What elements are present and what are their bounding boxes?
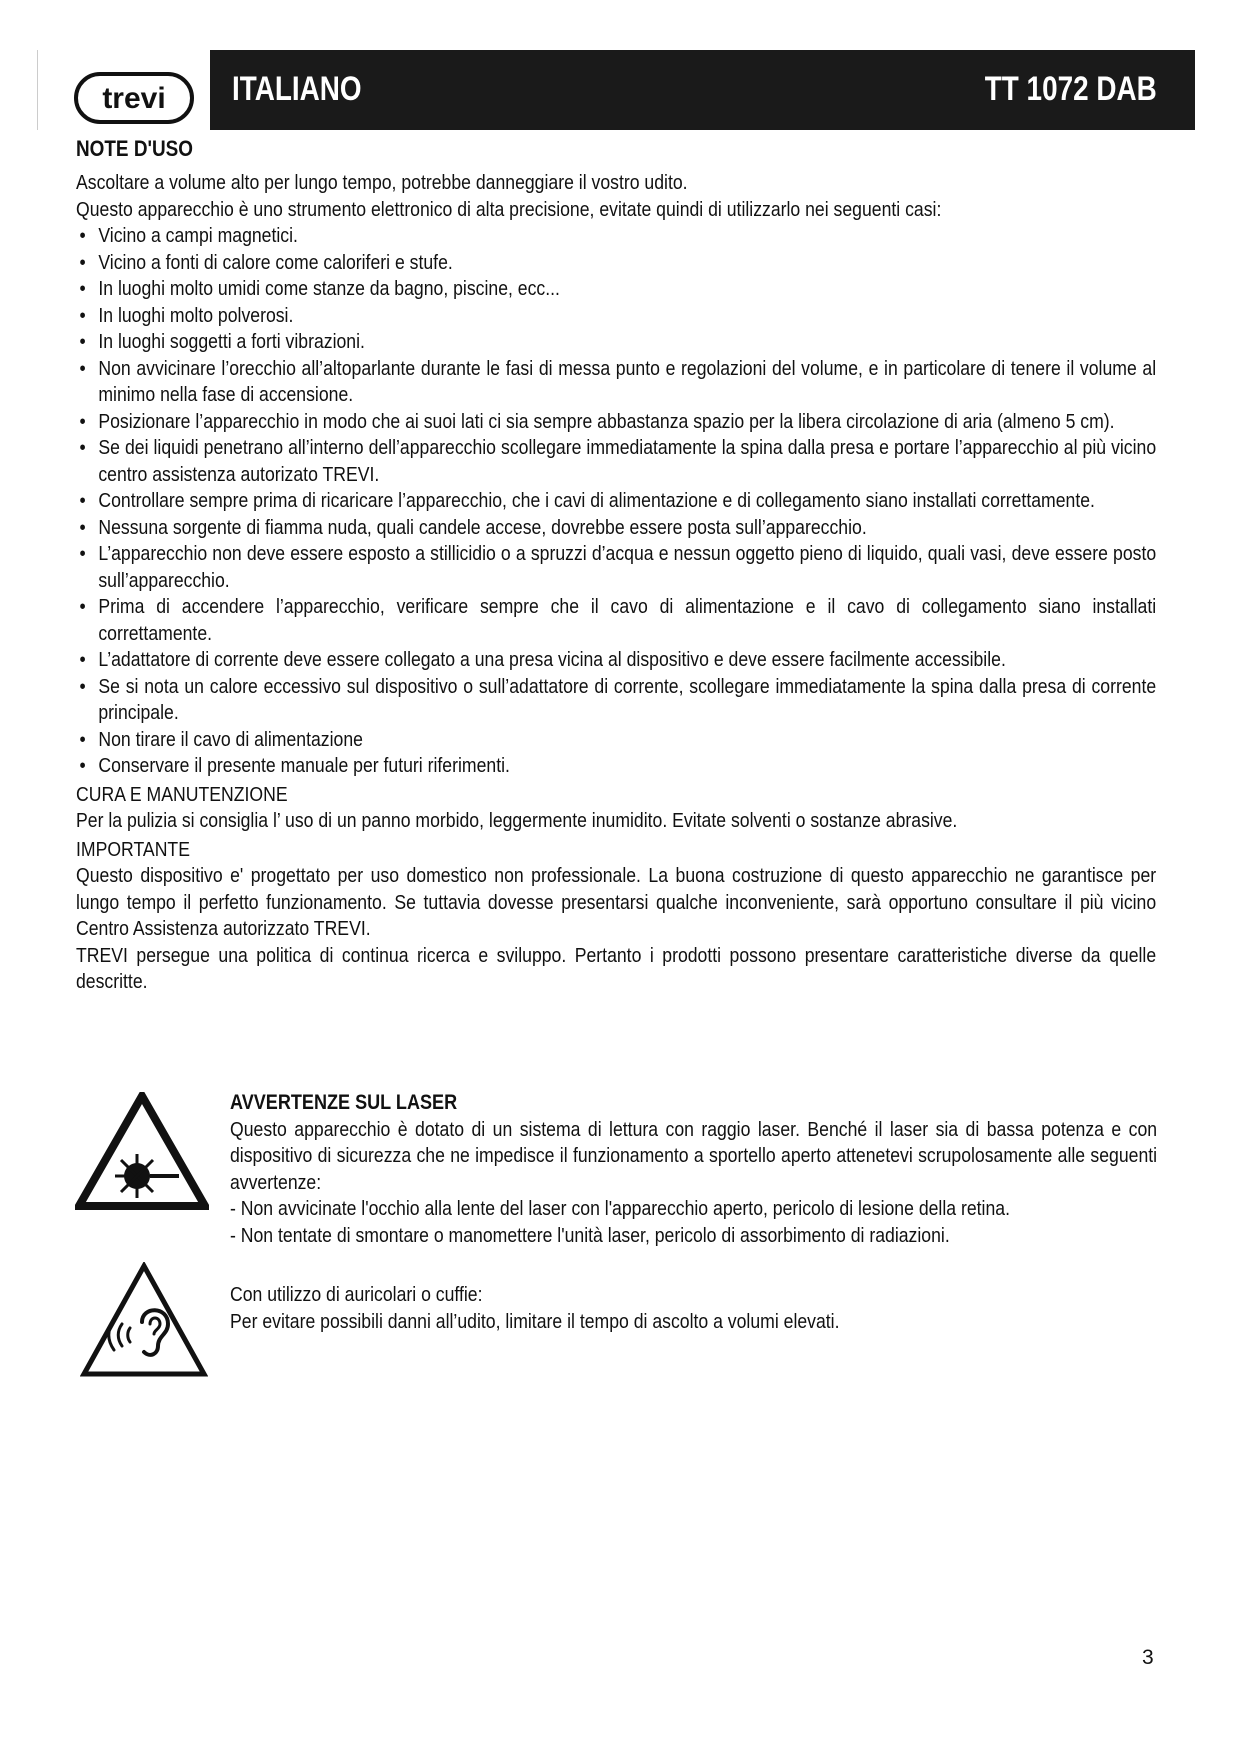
logo-text: trevi <box>102 82 166 115</box>
language-label: ITALIANO <box>232 70 362 108</box>
list-item: • Se si nota un calore eccessivo sul dispositivo o sull’adattatore di corrente, scollegare immediatamente la spina dalla presa di corrente principale. <box>79 674 1157 724</box>
list-item: • Vicino a fonti di calore come caloriferi e stufe. <box>79 250 453 274</box>
list-item: • Se dei liquidi penetrano all’interno dell’apparecchio scollegare immediatamente la spina dalla presa e portare l’apparecchio al più vicino centro assistenza autorizato TREVI. <box>79 436 1157 486</box>
list-item: • Controllare sempre prima di ricaricare l’apparecchio, che i cavi di alimentazione e di collegamento siano installati correttamente. <box>79 489 1095 512</box>
bullet-list <box>76 223 1156 780</box>
importante-text-1: Questo dispositivo e' progettato per uso domestico non professionale. La buona costruzione di questo apparecchio ne garantisce per lungo tempo il perfetto funzionamento. Se tuttavia dovesse presentarsi qualche inconveniente, sarà opportuno consultare il più vicino Centro Assistenza autorizzato TREVI. <box>76 864 1157 940</box>
hearing-line-2: Per evitare possibili danni all’udito, limitare il tempo di ascolto a volumi elevati. <box>230 1309 840 1333</box>
intro-line-1: Ascoltare a volume alto per lungo tempo, potrebbe danneggiare il vostro udito. <box>76 171 688 194</box>
list-item: • Non tirare il cavo di alimentazione <box>79 727 363 751</box>
cura-title: CURA E MANUTENZIONE <box>76 782 288 806</box>
laser-text: Questo apparecchio è dotato di un sistema di lettura con raggio laser. Benché il laser sia di bassa potenza e con dispositivo di sicurezza che ne impedisce il funzionamento a sportello aperto attenetevi scrupolosamente alle seguenti avvertenze: <box>230 1117 1158 1194</box>
importante-title: IMPORTANTE <box>76 837 190 861</box>
list-item: • Posizionare l’apparecchio in modo che ai suoi lati ci sia sempre abbastanza spazio per la libera circolazione di aria (almeno 5 cm). <box>79 409 1115 433</box>
list-item: • Vicino a campi magnetici. <box>79 224 298 247</box>
hearing-warning-icon <box>80 1262 208 1378</box>
laser-section <box>230 1090 1241 1249</box>
list-item: • In luoghi molto polverosi. <box>79 303 294 327</box>
intro-line-2: Questo apparecchio è uno strumento elettronico di alta precisione, evitate quindi di utilizzarlo nei seguenti casi: <box>76 197 942 221</box>
model-label: TT 1072 DAB <box>985 70 1157 108</box>
note-uso-title: NOTE D'USO <box>76 136 193 161</box>
hearing-section <box>230 1282 1241 1335</box>
trevi-logo <box>74 72 194 124</box>
cura-text: Per la pulizia si consiglia l’ uso di un panno morbido, leggermente inumidito. Evitate solventi o sostanze abrasive. <box>76 809 958 832</box>
list-item: • Non avvicinare l’orecchio all’altoparlante durante le fasi di messa punto e regolazioni del volume, e in particolare di tenere il volume al minimo nella fase di accensione. <box>79 356 1157 406</box>
left-divider <box>37 50 38 130</box>
laser-warning-icon <box>75 1092 209 1210</box>
header-bar <box>210 50 1195 130</box>
list-item: • L’apparecchio non deve essere esposto a stillicidio o a spruzzi d’acqua e nessun oggetto pieno di liquido, quali vasi, deve essere posto sull’apparecchio. <box>79 542 1157 592</box>
list-item: • In luoghi molto umidi come stanze da bagno, piscine, ecc... <box>79 277 560 300</box>
laser-warning-1: - Non avvicinate l'occhio alla lente del laser con l'apparecchio aperto, pericolo di lesione della retina. <box>230 1197 1010 1220</box>
list-item: • L’adattatore di corrente deve essere collegato a una presa vicina al dispositivo e deve essere facilmente accessibile. <box>79 648 1006 671</box>
laser-warning-2: - Non tentate di smontare o manomettere l'unità laser, pericolo di assorbimento di radiazioni. <box>230 1223 950 1247</box>
importante-text-2: TREVI persegue una politica di continua ricerca e sviluppo. Pertanto i prodotti possono presentare caratteristiche diverse da quelle descritte. <box>76 943 1157 993</box>
laser-title: AVVERTENZE SUL LASER <box>230 1091 458 1114</box>
main-content <box>76 134 1156 996</box>
hearing-line-1: Con utilizzo di auricolari o cuffie: <box>230 1283 483 1306</box>
list-item: • Conservare il presente manuale per futuri riferimenti. <box>79 754 510 777</box>
list-item: • Nessuna sorgente di fiamma nuda, quali candele accese, dovrebbe essere posta sull’apparecchio. <box>79 515 867 539</box>
list-item: • In luoghi soggetti a forti vibrazioni. <box>79 330 365 353</box>
list-item: • Prima di accendere l’apparecchio, verificare sempre che il cavo di alimentazione e il cavo di collegamento siano installati correttamente. <box>79 595 1157 645</box>
page-number: 3 <box>1142 1646 1154 1669</box>
